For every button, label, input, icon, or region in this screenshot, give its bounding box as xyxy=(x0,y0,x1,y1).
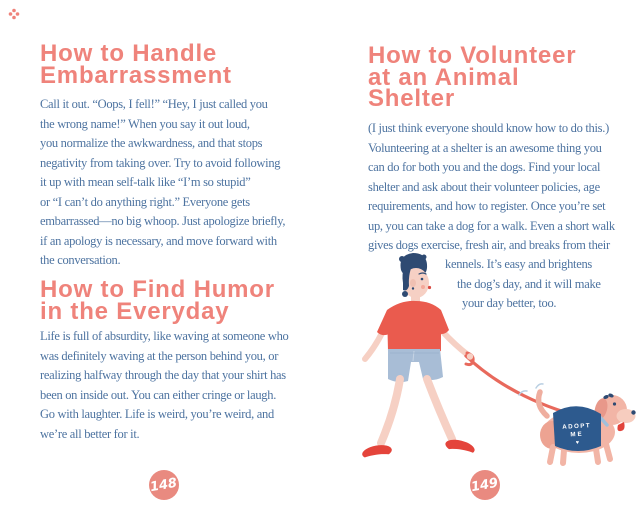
page-number: 148 xyxy=(149,475,179,495)
body-line: the wrong name!” When you say it out loud, xyxy=(40,116,250,131)
body-line: embarrassed—no big whoop. Just apologize briefly, xyxy=(40,214,286,228)
body-line: Go with laughter. Life is weird, you’re weird, and xyxy=(40,407,274,421)
woman-figure xyxy=(361,253,476,462)
heading-volunteer-shelter xyxy=(368,42,577,112)
heading-handle-embarrassment xyxy=(40,40,232,89)
paragraph-embarrassment xyxy=(40,95,285,271)
body-line: the conversation. xyxy=(40,253,121,267)
heading-line: Embarrassment xyxy=(40,61,232,89)
body-line: been on inside out. You can either cringe or laugh. xyxy=(40,387,277,402)
paragraph-volunteer xyxy=(368,119,615,256)
body-line: realizing halfway through the day that your shirt has xyxy=(40,368,286,382)
page-number-badge xyxy=(470,470,500,500)
heading-line: Shelter xyxy=(368,85,455,112)
body-line: the dog’s day, and it will make xyxy=(457,276,601,291)
body-line: negativity from taking over. Try to avoid following xyxy=(40,155,281,170)
body-line: your day better, too. xyxy=(462,296,557,310)
corner-ornament-icon xyxy=(8,8,20,20)
body-line: Call it out. “Oops, I fell!” “Hey, I just called you xyxy=(40,97,268,111)
body-line: Volunteering at a shelter is an awesome thing you xyxy=(368,140,602,155)
body-line: (I just think everyone should know how to do this.) xyxy=(368,121,609,135)
body-line: shelter and ask about their volunteer policies, age xyxy=(368,179,600,194)
body-line: or “I can’t do anything right.” Everyone gets xyxy=(40,194,250,209)
hand-on-leash xyxy=(467,353,473,359)
paragraph-humor xyxy=(40,327,289,444)
body-line: requirements, and how to register. Once you’re set xyxy=(368,199,606,213)
heading-find-humor xyxy=(40,276,275,325)
heading-line: How to Volunteer xyxy=(368,42,577,69)
body-line: we’re all better for it. xyxy=(40,426,140,441)
page-number: 149 xyxy=(470,475,500,495)
dog-eye xyxy=(613,402,616,405)
vest-text-line1: ADOPT xyxy=(562,422,592,431)
heading-line: How to Handle xyxy=(40,40,218,67)
body-line: Life is full of absurdity, like waving at someone who xyxy=(40,329,289,343)
body-line: was definitely waving at the person behind you, or xyxy=(40,348,279,363)
sneaker-back xyxy=(361,443,393,462)
body-line: can do for both you and the dogs. Find your local xyxy=(368,160,601,174)
heading-line: in the Everyday xyxy=(40,297,230,325)
dog-figure xyxy=(539,392,636,463)
heading-line: How to Find Humor xyxy=(40,276,275,303)
vest-text-line2: ME xyxy=(570,430,584,439)
body-line: it up with mean self-talk like “I’m so stupid” xyxy=(40,175,251,189)
body-line: you normalize the awkwardness, and that stops xyxy=(40,136,263,150)
page-number-badge xyxy=(149,470,179,500)
body-line: up, you can take a dog for a walk. Even a short walk xyxy=(368,218,615,233)
heading-line: at an Animal xyxy=(368,63,520,91)
body-line: kennels. It’s easy and brightens xyxy=(445,257,592,271)
dog-nose xyxy=(631,410,635,414)
vest-heart-icon: ♥ xyxy=(575,439,580,447)
woman-walking-dog-illustration xyxy=(350,250,640,470)
body-line: if an apology is necessary, and move forward with xyxy=(40,233,277,248)
body-line: gives dogs exercise, fresh air, and breaks from their xyxy=(368,238,610,252)
